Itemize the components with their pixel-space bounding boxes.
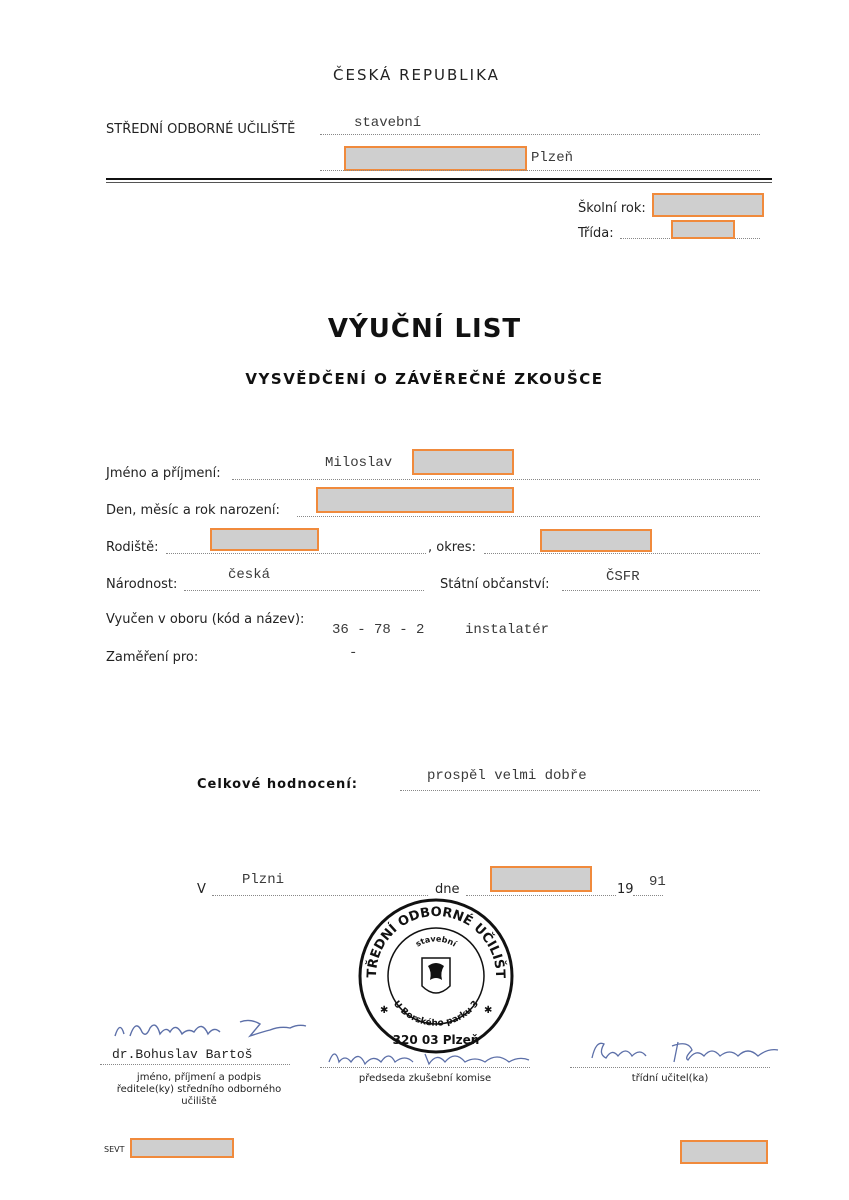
year-prefix: 19 <box>617 882 634 897</box>
teacher-caption: třídní učitel(ka) <box>631 1073 709 1084</box>
svg-text:✱: ✱ <box>380 1005 389 1016</box>
citizenship-line <box>562 590 760 591</box>
stamp-outer-text: TŘEDNÍ ODBORNÉ UČILIŠT <box>364 904 508 979</box>
country-heading: ČESKÁ REPUBLIKA <box>333 66 500 84</box>
birth-label: Den, měsíc a rok narození: <box>106 503 280 518</box>
teacher-line <box>570 1067 770 1068</box>
redacted-serial-number <box>680 1140 768 1164</box>
birthplace-line <box>166 553 426 554</box>
school-type-line <box>320 134 760 135</box>
redacted-date <box>490 866 592 892</box>
name-value: Miloslav <box>325 455 393 471</box>
name-line <box>232 479 760 480</box>
teacher-signature <box>588 1034 788 1068</box>
header-divider <box>106 178 772 180</box>
svg-text:✱: ✱ <box>484 1005 493 1016</box>
director-signature <box>110 1010 310 1046</box>
svg-text:U Borského parku 3 <box>391 999 481 1029</box>
redacted-sevt-code <box>130 1138 234 1158</box>
birth-line <box>297 516 760 517</box>
redacted-class <box>671 220 735 239</box>
citizenship-value: ČSFR <box>606 569 640 585</box>
name-label: Jméno a příjmení: <box>106 466 221 481</box>
redacted-birthplace <box>210 528 319 551</box>
school-city: Plzeň <box>531 150 574 166</box>
year-suffix: 91 <box>649 874 666 890</box>
evaluation-line <box>400 790 760 791</box>
trained-label: Vyučen v oboru (kód a název): <box>106 612 305 627</box>
birthplace-label: Rodiště: <box>106 540 159 555</box>
stamp-postal: 320 03 Plzeň <box>392 1033 480 1047</box>
school-type: stavební <box>354 115 422 131</box>
evaluation-value: prospěl velmi dobře <box>427 768 587 784</box>
class-label: Třída: <box>578 226 614 241</box>
school-city-line <box>320 170 760 171</box>
redacted-school-name <box>344 146 527 171</box>
citizenship-label: Státní občanství: <box>440 577 550 592</box>
redacted-birthdate <box>316 487 514 513</box>
header-divider-thin <box>106 182 772 183</box>
evaluation-label: Celkové hodnocení: <box>197 777 358 792</box>
focus-label: Zaměření pro: <box>106 650 199 665</box>
school-year-label: Školní rok: <box>578 201 646 216</box>
svg-text:stavební <box>414 934 459 949</box>
redacted-district <box>540 529 652 552</box>
redacted-surname <box>412 449 514 475</box>
year-line <box>633 895 663 896</box>
redacted-school-year <box>652 193 764 217</box>
nationality-label: Národnost: <box>106 577 178 592</box>
nationality-line <box>184 590 424 591</box>
place-prefix-label: V <box>197 882 206 897</box>
nationality-value: česká <box>228 567 271 583</box>
director-name: dr.Bohuslav Bartoš <box>112 1047 253 1062</box>
school-label: STŘEDNÍ ODBORNÉ UČILIŠTĚ <box>106 122 296 137</box>
trained-name: instalatér <box>465 622 550 638</box>
document-title: VÝUČNÍ LIST <box>327 314 522 344</box>
school-stamp <box>356 896 516 1056</box>
district-label: , okres: <box>428 540 476 555</box>
focus-value: - <box>349 645 358 661</box>
date-label: dne <box>435 882 460 897</box>
place-value: Plzni <box>242 872 285 888</box>
commission-caption: předseda zkušební komise <box>358 1073 492 1084</box>
stamp-inner-bottom: U Borského parku 3 <box>390 999 482 1029</box>
district-line <box>484 553 760 554</box>
sevt-label: SEVT <box>104 1145 125 1154</box>
commission-line <box>320 1067 530 1068</box>
director-caption: jméno, příjmení a podpis ředitele(ky) středního odborného učiliště <box>116 1072 282 1107</box>
director-line <box>100 1064 290 1065</box>
document-subtitle: VYSVĚDČENÍ O ZÁVĚREČNÉ ZKOUŠCE <box>245 370 604 388</box>
trained-code: 36 - 78 - 2 <box>332 622 425 638</box>
stamp-inner-top: stavební <box>414 934 458 949</box>
